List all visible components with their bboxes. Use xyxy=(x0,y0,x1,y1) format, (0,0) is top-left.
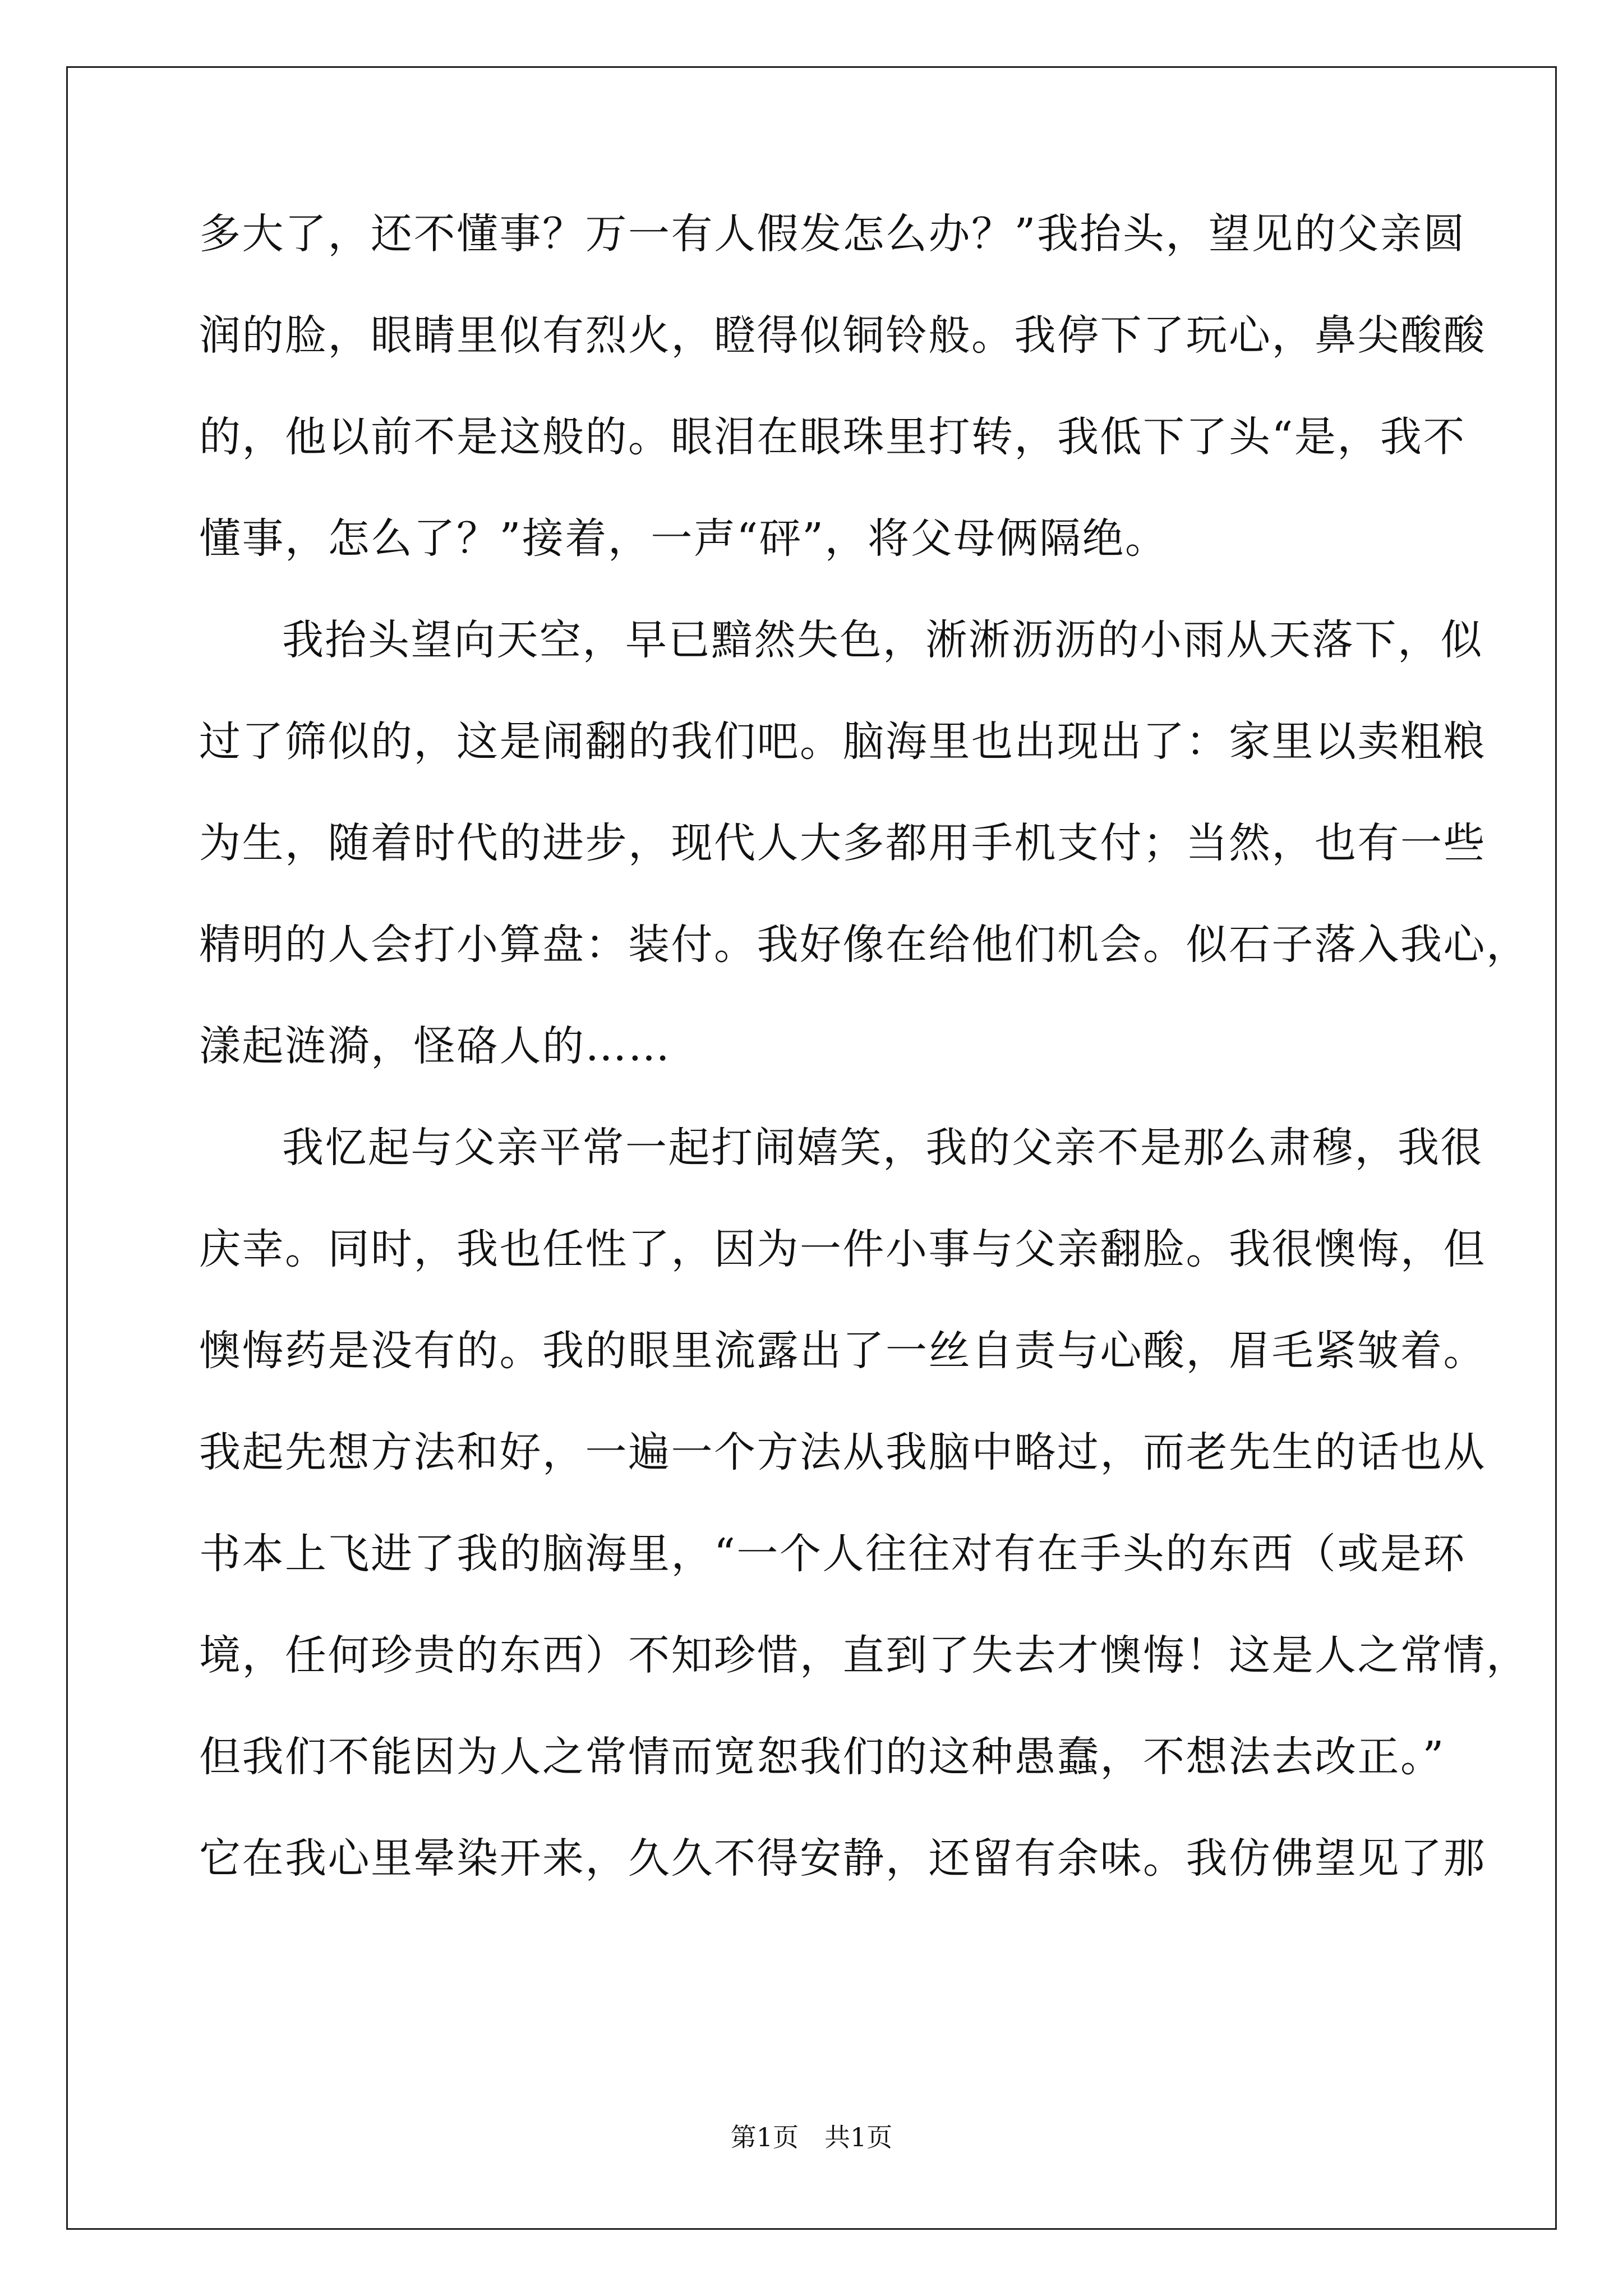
text-line: 润的脸，眼睛里似有烈火，瞪得似铜铃般。我停下了玩心，鼻尖酸酸 xyxy=(199,311,1486,360)
text-line: 的，他以前不是这般的。眼泪在眼珠里打转，我低下了头“是，我不 xyxy=(199,413,1466,461)
text-line: 过了筛似的，这是闹翻的我们吧。脑海里也出现出了：家里以卖粗粮 xyxy=(199,717,1486,766)
text-line: 但我们不能因为人之常情而宽恕我们的这种愚蠢，不想法去改正。” xyxy=(199,1733,1445,1781)
text-line: 庆幸。同时，我也任性了，因为一件小事与父亲翻脸。我很懊悔，但 xyxy=(199,1225,1486,1273)
text-line: 精明的人会打小算盘：装付。我好像在给他们机会。似石子落入我心， xyxy=(199,921,1529,969)
text-line: 漾起涟漪，怪硌人的…… xyxy=(199,1022,671,1070)
text-line: 它在我心里晕染开来，久久不得安静，还留有余味。我仿佛望见了那 xyxy=(199,1834,1486,1883)
page-number-footer: 第1页 共1页 xyxy=(730,2122,893,2152)
text-line: 为生，随着时代的进步，现代人大多都用手机支付；当然，也有一些 xyxy=(199,819,1486,867)
text-line: 境，任何珍贵的东西）不知珍惜，直到了失去才懊悔！这是人之常情， xyxy=(199,1631,1529,1680)
text-line: 我起先想方法和好，一遍一个方法从我脑中略过，而老先生的话也从 xyxy=(199,1428,1486,1476)
text-line: 我抬头望向天空，早已黯然失色，淅淅沥沥的小雨从天落下，似 xyxy=(282,616,1483,664)
text-line: 懂事，怎么了？”接着，一声“砰”，将父母俩隔绝。 xyxy=(199,514,1168,563)
text-line: 懊悔药是没有的。我的眼里流露出了一丝自责与心酸，眉毛紧皱着。 xyxy=(199,1327,1486,1375)
text-line: 多大了，还不懂事？万一有人假发怎么办？”我抬头，望见的父亲圆 xyxy=(199,210,1466,258)
text-line: 我忆起与父亲平常一起打闹嬉笑，我的父亲不是那么肃穆，我很 xyxy=(282,1124,1483,1172)
text-line: 书本上飞进了我的脑海里，“一个人往往对有在手头的东西（或是环 xyxy=(199,1530,1466,1578)
